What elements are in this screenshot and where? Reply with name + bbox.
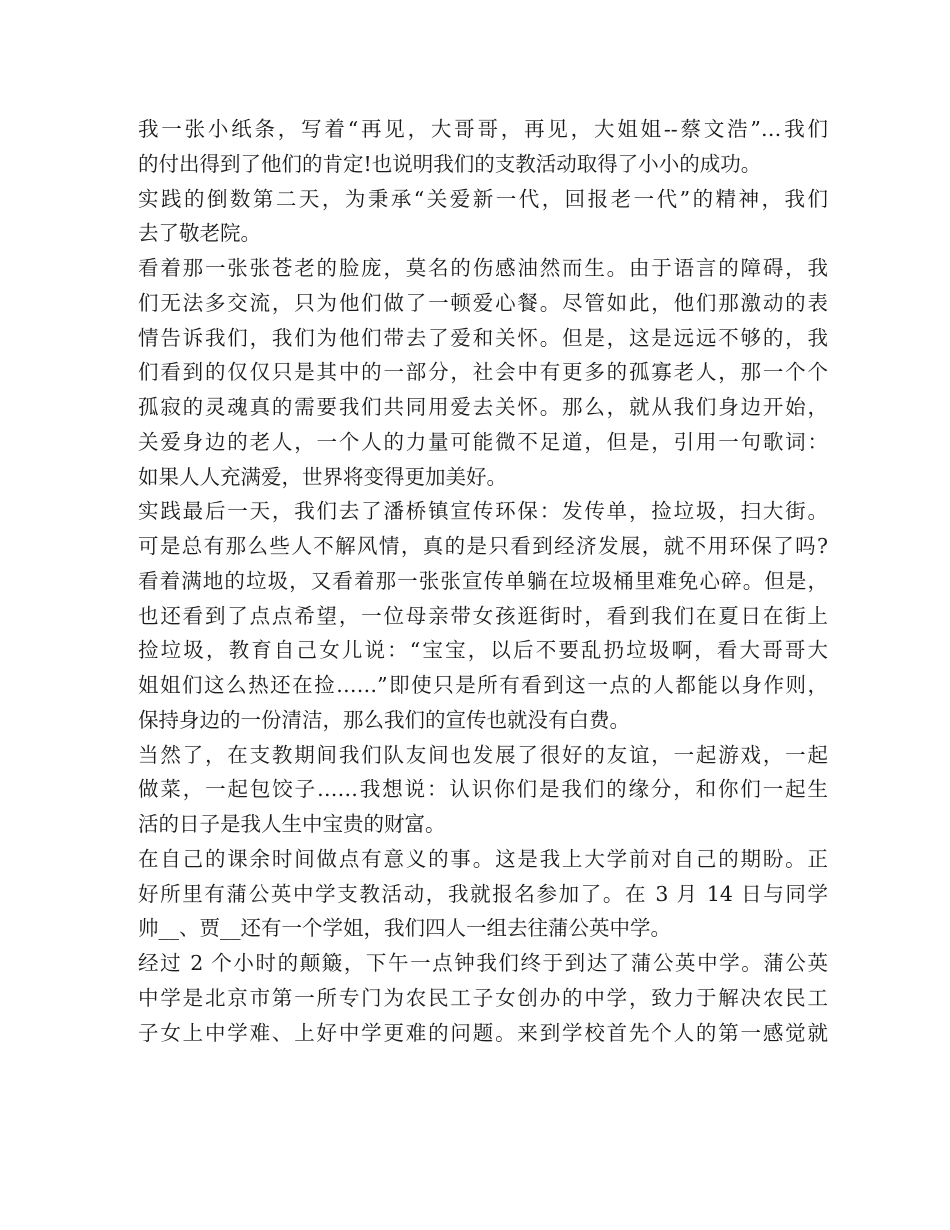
text-line: 帅__、贾__还有一个学姐，我们四人一组去往蒲公英中学。 — [138, 916, 671, 941]
text-line: 关爱身边的老人，一个人的力量可能微不足道，但是，引用一句歌词： — [138, 429, 828, 454]
text-line: 们看到的仅仅只是其中的一部分，社会中有更多的孤寡老人，那一个个 — [138, 360, 828, 385]
text-line: 子女上中学难、上好中学更难的问题。来到学校首先个人的第一感觉就 — [138, 1020, 828, 1045]
text-line: 中学是北京市第一所专门为农民工子女创办的中学，致力于解决农民工 — [138, 985, 828, 1010]
text-line: 如果人人充满爱，世界将变得更加美好。 — [138, 464, 507, 489]
text-line: 可是总有那么些人不解风情，真的是只看到经济发展，就不用环保了吗? — [138, 534, 828, 558]
text-line: 们无法多交流，只为他们做了一顿爱心餐。尽管如此，他们那激动的表 — [138, 290, 828, 315]
text-line: 做菜，一起包饺子……我想说：认识你们是我们的缘分，和你们一起生 — [138, 777, 828, 802]
text-line: 在自己的课余时间做点有意义的事。这是我上大学前对自己的期盼。正 — [138, 846, 828, 871]
body-text — [138, 112, 828, 1050]
text-line: 活的日子是我人生中宝贵的财富。 — [138, 812, 446, 836]
text-line: 情告诉我们，我们为他们带去了爱和关怀。但是，这是远远不够的，我 — [138, 325, 828, 350]
text-line: 经过 2 个小时的颠簸，下午一点钟我们终于到达了蒲公英中学。蒲公英 — [138, 951, 828, 975]
text-line: 捡垃圾，教育自己女儿说：“宝宝，以后不要乱扔垃圾啊，看大哥哥大 — [138, 638, 828, 663]
text-line: 看着那一张张苍老的脸庞，莫名的伤感油然而生。由于语言的障碍，我 — [138, 256, 828, 280]
text-line: 保持身边的一份清洁，那么我们的宣传也就没有白费。 — [138, 707, 630, 732]
text-line: 也还看到了点点希望，一位母亲带女孩逛街时，看到我们在夏日在街上 — [138, 603, 828, 628]
text-line: 去了敬老院。 — [138, 221, 261, 246]
text-line: 的付出得到了他们的肯定!也说明我们的支教活动取得了小小的成功。 — [138, 151, 762, 176]
text-line: 看着满地的垃圾，又看着那一张张宣传单躺在垃圾桶里难免心碎。但是， — [138, 568, 828, 593]
text-line: 当然了，在支教期间我们队友间也发展了很好的友谊，一起游戏，一起 — [138, 742, 828, 767]
text-line: 好所里有蒲公英中学支教活动，我就报名参加了。在 3 月 14 日与同学 — [138, 881, 828, 906]
text-line: 实践的倒数第二天，为秉承“关爱新一代，回报老一代”的精神，我们 — [138, 186, 828, 211]
text-line: 实践最后一天，我们去了潘桥镇宣传环保：发传单，捡垃圾，扫大街。 — [138, 499, 828, 524]
text-line: 孤寂的灵魂真的需要我们共同用爱去关怀。那么，就从我们身边开始， — [138, 395, 828, 419]
text-line: 姐姐们这么热还在捡……”即使只是所有看到这一点的人都能以身作则， — [138, 673, 828, 697]
text-line: 我一张小纸条，写着“再见，大哥哥，再见，大姐姐--蔡文浩”…我们 — [138, 117, 828, 141]
